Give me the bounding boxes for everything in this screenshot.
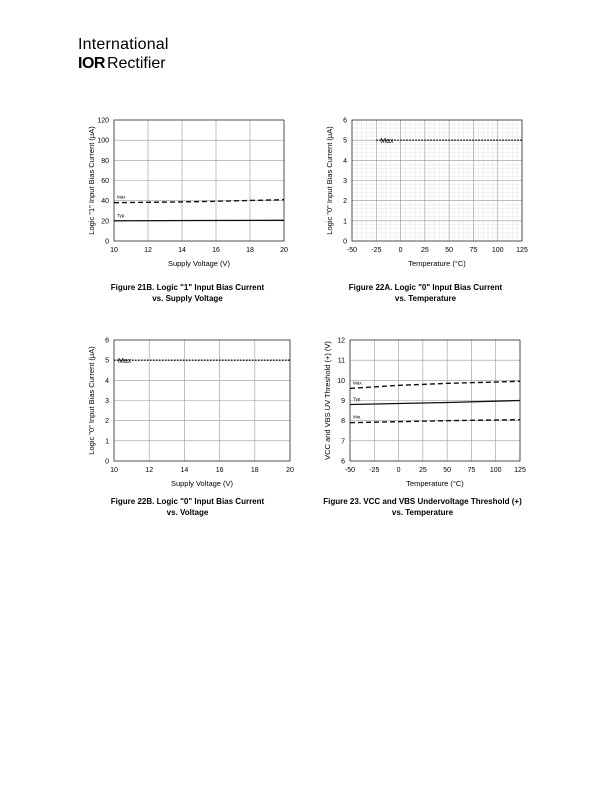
figure-22a-chart: [318, 110, 533, 280]
logo-ior-mark: IOR: [78, 55, 105, 72]
series-line-typ: [350, 401, 520, 405]
x-tick-label: 100: [489, 467, 502, 474]
y-tick-label: 6: [343, 117, 347, 125]
figure-21b-chart: [80, 110, 295, 280]
series-line-typ: [114, 220, 284, 221]
y-tick-label: 5: [343, 137, 347, 145]
y-tick-label: 5: [105, 357, 109, 365]
y-tick-label: 0: [105, 238, 109, 246]
figure-22a-panel: [318, 110, 533, 310]
x-tick-label: -25: [371, 247, 382, 254]
x-tick-label: 14: [180, 467, 189, 474]
figure-22b-caption: [80, 496, 295, 518]
series-label: Min.: [353, 414, 362, 420]
y-tick-label: 4: [343, 157, 347, 165]
x-tick-label: 20: [280, 247, 288, 254]
figure-23-caption-line1: Figure 23. VCC and VBS Undervoltage Threshold (+): [323, 497, 522, 506]
x-tick-label: 10: [110, 467, 118, 474]
y-tick-label: 8: [341, 418, 345, 426]
y-tick-label: 20: [101, 218, 109, 226]
x-axis-label: Supply Voltage (V): [170, 479, 234, 488]
x-tick-label: 12: [144, 247, 152, 254]
x-tick-label: 14: [178, 247, 186, 254]
y-tick-label: 2: [105, 418, 109, 426]
y-tick-label: 10: [337, 377, 345, 385]
logo-international: International: [78, 36, 169, 53]
y-tick-label: 7: [341, 438, 345, 446]
series-label: Max: [380, 138, 394, 146]
y-tick-label: 9: [341, 398, 345, 405]
y-tick-label: 3: [343, 178, 347, 185]
x-tick-label: 50: [445, 247, 454, 254]
x-tick-label: 16: [215, 467, 224, 474]
figure-22b-chart: [80, 330, 295, 500]
x-tick-label: 18: [250, 467, 259, 474]
figure-22b-caption-line1: Figure 22B. Logic "0" Input Bias Current: [110, 497, 265, 506]
y-axis-label: Logic "0" Input Bias Current (µA): [325, 126, 334, 235]
series-label: Typ.: [353, 396, 362, 402]
figure-21b-caption: [80, 282, 295, 304]
x-tick-label: 0: [398, 247, 403, 254]
y-tick-label: 1: [343, 218, 347, 226]
x-tick-label: 18: [246, 247, 254, 254]
figure-22a-caption-line2: vs. Temperature: [394, 294, 457, 303]
y-tick-label: 2: [343, 198, 347, 206]
figure-22a-caption-line1: Figure 22A. Logic "0" Input Bias Current: [348, 283, 503, 292]
series-label: Max: [117, 194, 126, 200]
figure-21b-caption-line1: Figure 21B. Logic "1" Input Bias Current: [110, 283, 265, 292]
figure-23-caption: [310, 496, 535, 518]
x-tick-label: 10: [110, 247, 118, 254]
x-tick-label: 125: [514, 467, 526, 474]
x-tick-label: -25: [369, 467, 380, 474]
y-tick-label: 4: [105, 377, 109, 385]
figure-22b-panel: [80, 330, 295, 530]
y-tick-label: 80: [101, 157, 109, 165]
logo-rectifier-line: [78, 55, 166, 73]
y-tick-label: 100: [97, 137, 109, 145]
x-tick-label: 12: [145, 467, 154, 474]
y-tick-label: 40: [101, 198, 109, 206]
y-tick-label: 60: [101, 178, 109, 185]
figure-23-chart: [310, 330, 535, 500]
x-tick-label: 100: [491, 247, 504, 254]
y-tick-label: 12: [337, 337, 345, 345]
series-line-max: [114, 200, 284, 203]
x-tick-label: 20: [286, 467, 294, 474]
series-line-max: [350, 381, 520, 388]
y-tick-label: 11: [337, 357, 345, 365]
x-tick-label: 25: [420, 247, 429, 254]
y-tick-label: 3: [105, 398, 109, 405]
x-tick-label: 25: [418, 467, 427, 474]
y-axis-label: Logic "1" Input Bias Current (µA): [87, 126, 96, 235]
x-tick-label: 75: [469, 247, 478, 254]
figure-23-caption-line2: vs. Temperature: [391, 508, 454, 517]
series-label: Max: [118, 358, 132, 366]
figure-22b-caption-line2: vs. Voltage: [166, 508, 209, 517]
x-axis-label: Supply Voltage (V): [167, 259, 231, 268]
x-tick-label: -50: [346, 247, 358, 254]
y-tick-label: 0: [105, 458, 109, 466]
figure-23-panel: [310, 330, 535, 530]
figure-22a-caption: [318, 282, 533, 304]
x-axis-label: Temperature (°C): [408, 259, 466, 268]
figure-21b-caption-line2: vs. Supply Voltage: [152, 294, 223, 303]
y-tick-label: 6: [105, 337, 109, 345]
y-tick-label: 6: [341, 458, 345, 466]
y-tick-label: 1: [105, 438, 109, 446]
x-tick-label: 50: [443, 467, 452, 474]
series-label: Typ.: [117, 212, 126, 218]
series-label: Max.: [353, 380, 363, 386]
x-tick-label: 0: [396, 467, 401, 474]
y-tick-label: 0: [343, 238, 347, 246]
figure-21b-panel: [80, 110, 295, 310]
y-tick-label: 120: [97, 117, 109, 125]
x-tick-label: 75: [467, 467, 476, 474]
x-axis-label: Temperature (°C): [406, 479, 464, 488]
x-tick-label: -50: [344, 467, 356, 474]
y-axis-label: Logic "0" Input Bias Current (µA): [87, 346, 96, 455]
x-tick-label: 16: [212, 247, 220, 254]
logo-rectifier: Rectifier: [106, 55, 166, 72]
series-line-min: [350, 420, 520, 423]
y-axis-label: VCC and VBS UV Threshold (+) (V): [323, 341, 332, 460]
x-tick-label: 125: [516, 247, 528, 254]
